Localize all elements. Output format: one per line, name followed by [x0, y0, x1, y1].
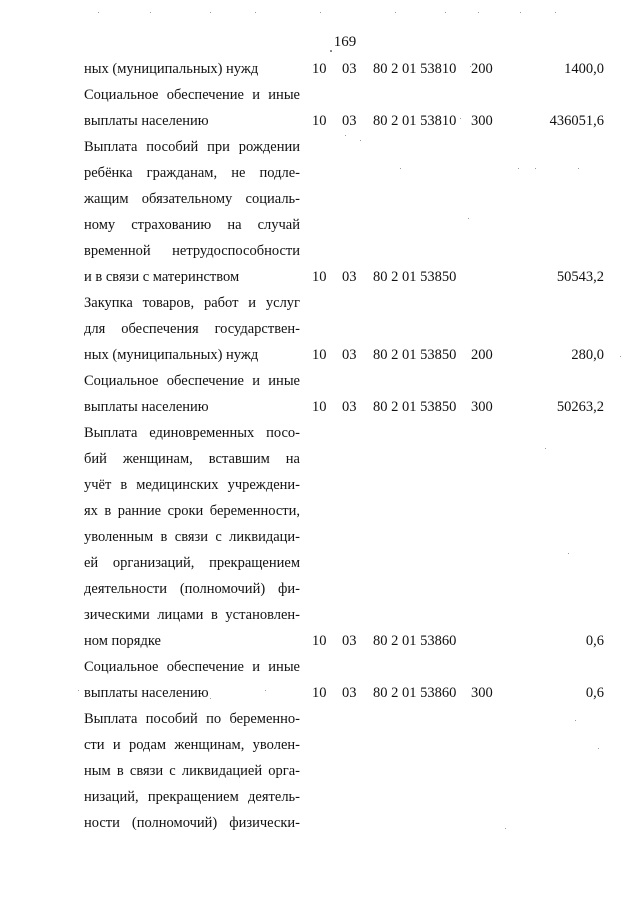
row-amount: [520, 368, 604, 394]
table-row: [0, 108, 640, 134]
table-row: [0, 810, 640, 836]
row-description: временной нетрудоспособности: [84, 243, 300, 259]
table-row: [0, 550, 640, 576]
row-amount: [520, 212, 604, 238]
row-description: учёт в медицинских учреждени-: [84, 477, 300, 493]
row-amount: [520, 160, 604, 186]
row-description: Выплата единовременных посо-: [84, 425, 300, 441]
row-subsection-code: 03: [342, 685, 357, 701]
table-row: [0, 290, 640, 316]
row-amount: [520, 316, 604, 342]
row-description: и в связи с материнством: [84, 269, 240, 285]
table-row: [0, 186, 640, 212]
row-description: сти и родам женщинам, уволен-: [84, 737, 300, 753]
row-description: для обеспечения государствен-: [84, 321, 300, 337]
table-row: [0, 420, 640, 446]
table-row: [0, 628, 640, 654]
row-amount: [520, 810, 604, 836]
row-amount: [520, 706, 604, 732]
row-description: выплаты населению: [84, 399, 209, 415]
table-row: [0, 576, 640, 602]
table-row: [0, 342, 640, 368]
row-description: ным в связи с ликвидацией орга-: [84, 763, 300, 779]
table-row: [0, 602, 640, 628]
row-amount: [520, 576, 604, 602]
row-section-code: 10: [312, 347, 327, 363]
row-description: бий женщинам, вставшим на: [84, 451, 300, 467]
row-section-code: 10: [312, 61, 327, 77]
row-section-code: 10: [312, 399, 327, 415]
row-description: ном порядке: [84, 633, 161, 649]
row-amount: 50543,2: [556, 269, 604, 285]
row-amount: [520, 550, 604, 576]
row-expense-type-code: 300: [471, 113, 493, 129]
row-target-article-code: 80 2 01 53860: [373, 685, 457, 701]
row-description: выплаты населению: [84, 113, 209, 129]
row-amount: 1400,0: [564, 61, 604, 77]
budget-table: [0, 56, 640, 836]
row-amount: [520, 784, 604, 810]
row-amount: [520, 186, 604, 212]
table-row: [0, 680, 640, 706]
row-amount: [520, 238, 604, 264]
row-description: ному страхованию на случай: [84, 217, 300, 233]
row-amount: [520, 758, 604, 784]
row-amount: [520, 82, 604, 108]
row-subsection-code: 03: [342, 347, 357, 363]
row-description: ных (муниципальных) нужд: [84, 61, 259, 77]
table-row: [0, 446, 640, 472]
row-description: ных (муниципальных) нужд: [84, 347, 259, 363]
row-section-code: 10: [312, 685, 327, 701]
row-expense-type-code: 200: [471, 61, 493, 77]
row-amount: [520, 602, 604, 628]
table-row: [0, 316, 640, 342]
table-row: [0, 394, 640, 420]
row-subsection-code: 03: [342, 633, 357, 649]
row-description: Социальное обеспечение и иные: [84, 87, 300, 103]
row-subsection-code: 03: [342, 269, 357, 285]
row-amount: [520, 654, 604, 680]
table-row: [0, 524, 640, 550]
row-section-code: 10: [312, 633, 327, 649]
table-row: [0, 784, 640, 810]
row-description: уволенным в связи с ликвидаци-: [84, 529, 300, 545]
row-subsection-code: 03: [342, 113, 357, 129]
row-amount: 280,0: [571, 347, 604, 363]
row-expense-type-code: 200: [471, 347, 493, 363]
row-description: Закупка товаров, работ и услуг: [84, 295, 300, 311]
row-expense-type-code: 300: [471, 399, 493, 415]
row-section-code: 10: [312, 269, 327, 285]
row-amount: [520, 290, 604, 316]
row-subsection-code: 03: [342, 61, 357, 77]
table-row: [0, 706, 640, 732]
table-row: [0, 82, 640, 108]
row-amount: [520, 732, 604, 758]
row-description: деятельности (полномочий) фи-: [84, 581, 300, 597]
row-description: Социальное обеспечение и иные: [84, 373, 300, 389]
row-amount: 50263,2: [556, 399, 604, 415]
row-target-article-code: 80 2 01 53850: [373, 347, 457, 363]
row-description: Социальное обеспечение и иные: [84, 659, 300, 675]
row-description: жащим обязательному социаль-: [84, 191, 300, 207]
table-row: [0, 264, 640, 290]
table-row: [0, 134, 640, 160]
row-amount: [520, 524, 604, 550]
row-amount: 436051,6: [549, 113, 604, 129]
table-row: [0, 368, 640, 394]
row-description: Выплата пособий по беременно-: [84, 711, 300, 727]
row-section-code: 10: [312, 113, 327, 129]
page-number: 169: [333, 34, 357, 50]
row-description: низаций, прекращением деятель-: [84, 789, 300, 805]
row-target-article-code: 80 2 01 53850: [373, 399, 457, 415]
row-subsection-code: 03: [342, 399, 357, 415]
row-description: Выплата пособий при рождении: [84, 139, 300, 155]
row-amount: 0,6: [585, 685, 604, 701]
row-amount: [520, 472, 604, 498]
table-row: [0, 498, 640, 524]
table-row: [0, 732, 640, 758]
row-description: ях в ранние сроки беременности,: [84, 503, 300, 519]
row-amount: [520, 446, 604, 472]
row-expense-type-code: 300: [471, 685, 493, 701]
row-amount: [520, 420, 604, 446]
row-description: ей организаций, прекращением: [84, 555, 300, 571]
table-row: [0, 238, 640, 264]
table-row: [0, 654, 640, 680]
row-description: выплаты населению: [84, 685, 209, 701]
table-row: [0, 56, 640, 82]
table-row: [0, 160, 640, 186]
row-amount: 0,6: [585, 633, 604, 649]
table-row: [0, 212, 640, 238]
row-target-article-code: 80 2 01 53810: [373, 113, 457, 129]
row-amount: [520, 134, 604, 160]
row-description: зическими лицами в установлен-: [84, 607, 300, 623]
table-row: [0, 472, 640, 498]
table-row: [0, 758, 640, 784]
row-target-article-code: 80 2 01 53850: [373, 269, 457, 285]
row-description: ребёнка гражданам, не подле-: [84, 165, 300, 181]
row-target-article-code: 80 2 01 53810: [373, 61, 457, 77]
row-description: ности (полномочий) физически-: [84, 815, 300, 831]
row-target-article-code: 80 2 01 53860: [373, 633, 457, 649]
row-amount: [520, 498, 604, 524]
